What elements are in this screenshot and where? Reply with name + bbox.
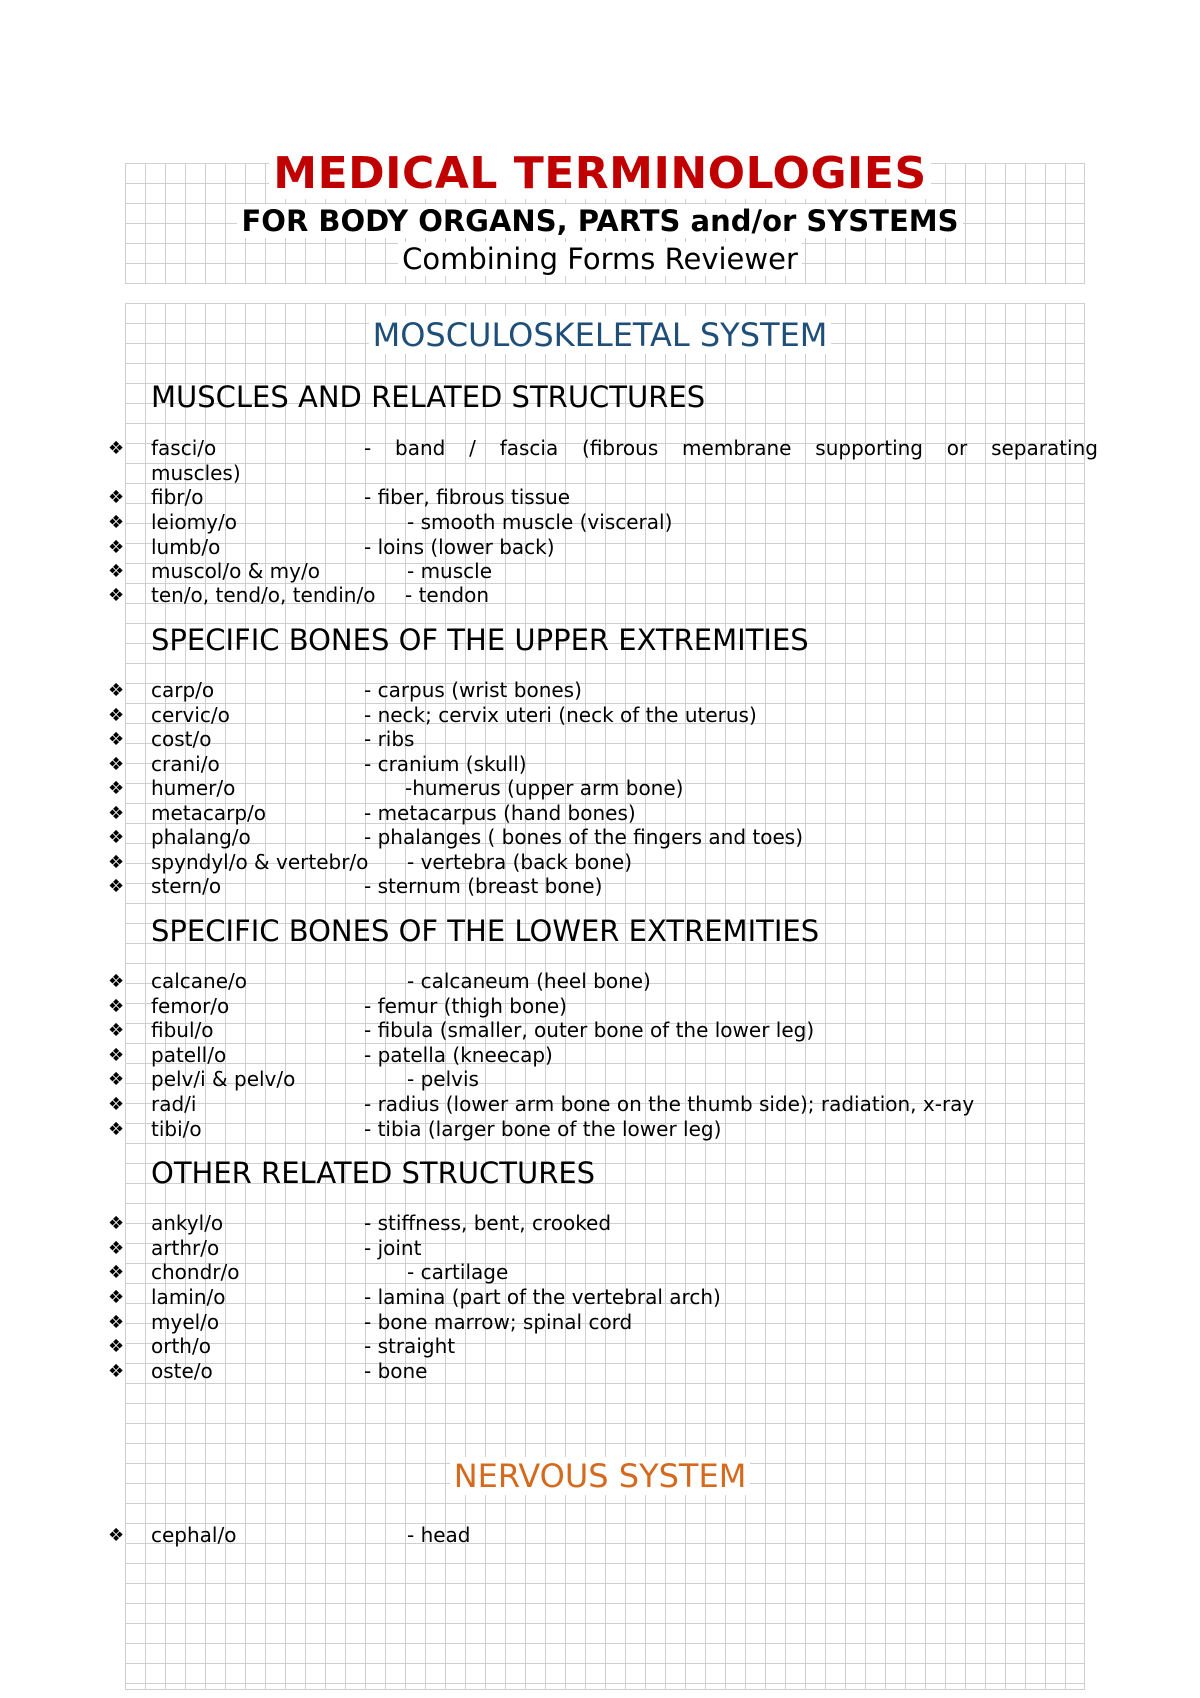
definition: - bone marrow; spinal cord bbox=[364, 1310, 633, 1334]
definition: - cranium (skull) bbox=[364, 752, 527, 776]
list-item bbox=[108, 1523, 1098, 1548]
term: cost/o bbox=[151, 727, 212, 751]
list-item bbox=[108, 1260, 1098, 1285]
diamond-bullet-icon: ❖ bbox=[108, 438, 125, 459]
term: pelv/i & pelv/o bbox=[151, 1067, 296, 1091]
diamond-bullet-icon: ❖ bbox=[108, 1336, 125, 1357]
diamond-bullet-icon: ❖ bbox=[108, 1213, 125, 1234]
section-heading-muscles: MUSCLES AND RELATED STRUCTURES bbox=[151, 380, 706, 414]
musculoskeletal-system-heading: MOSCULOSKELETAL SYSTEM bbox=[0, 314, 1200, 356]
term: orth/o bbox=[151, 1334, 211, 1358]
section-heading-other-structures: OTHER RELATED STRUCTURES bbox=[151, 1156, 596, 1190]
term: ankyl/o bbox=[151, 1211, 224, 1235]
list-item bbox=[108, 1236, 1098, 1261]
diamond-bullet-icon: ❖ bbox=[108, 803, 125, 824]
diamond-bullet-icon: ❖ bbox=[108, 778, 125, 799]
list-item bbox=[108, 559, 1098, 584]
list-item bbox=[108, 825, 1098, 850]
list-item bbox=[108, 776, 1098, 801]
term: patell/o bbox=[151, 1043, 227, 1067]
term: lamin/o bbox=[151, 1285, 226, 1309]
definition: - cartilage bbox=[407, 1260, 509, 1284]
term: spyndyl/o & vertebr/o bbox=[151, 850, 369, 874]
definition: - patella (kneecap) bbox=[364, 1043, 553, 1067]
term: metacarp/o bbox=[151, 801, 267, 825]
list-item bbox=[108, 752, 1098, 777]
diamond-bullet-icon: ❖ bbox=[108, 1069, 125, 1090]
list-item bbox=[108, 1359, 1098, 1384]
section-heading-upper-extremities: SPECIFIC BONES OF THE UPPER EXTREMITIES bbox=[151, 623, 809, 657]
term: phalang/o bbox=[151, 825, 251, 849]
list-item bbox=[108, 1310, 1098, 1335]
term: oste/o bbox=[151, 1359, 213, 1383]
definition: - loins (lower back) bbox=[364, 535, 555, 559]
term: leiomy/o bbox=[151, 510, 237, 534]
definition: - tendon bbox=[405, 583, 490, 607]
list-item bbox=[108, 485, 1098, 510]
term: calcane/o bbox=[151, 969, 248, 993]
term: fibul/o bbox=[151, 1018, 214, 1042]
list-item bbox=[108, 535, 1098, 560]
list-item bbox=[108, 436, 1098, 461]
definition: - carpus (wrist bones) bbox=[364, 678, 582, 702]
diamond-bullet-icon: ❖ bbox=[108, 1525, 125, 1546]
list-item bbox=[108, 1092, 1098, 1117]
term: cephal/o bbox=[151, 1523, 237, 1547]
diamond-bullet-icon: ❖ bbox=[108, 876, 125, 897]
diamond-bullet-icon: ❖ bbox=[108, 487, 125, 508]
definition: - fibula (smaller, outer bone of the lower leg) bbox=[364, 1018, 815, 1042]
definition: - vertebra (back bone) bbox=[407, 850, 633, 874]
list-item bbox=[108, 1211, 1098, 1236]
list-item bbox=[108, 583, 1098, 608]
term: carp/o bbox=[151, 678, 215, 702]
definition-continuation: muscles) bbox=[151, 461, 241, 485]
diamond-bullet-icon: ❖ bbox=[108, 561, 125, 582]
definition: - fiber, fibrous tissue bbox=[364, 485, 571, 509]
definition: - ribs bbox=[364, 727, 415, 751]
term: chondr/o bbox=[151, 1260, 240, 1284]
term: stern/o bbox=[151, 874, 222, 898]
definition: - muscle bbox=[407, 559, 493, 583]
diamond-bullet-icon: ❖ bbox=[108, 1238, 125, 1259]
list-item bbox=[108, 510, 1098, 535]
list-item bbox=[108, 1018, 1098, 1043]
list-item bbox=[108, 801, 1098, 826]
list-item bbox=[108, 874, 1098, 899]
term: arthr/o bbox=[151, 1236, 220, 1260]
definition: - neck; cervix uteri (neck of the uterus) bbox=[364, 703, 757, 727]
diamond-bullet-icon: ❖ bbox=[108, 1287, 125, 1308]
diamond-bullet-icon: ❖ bbox=[108, 1262, 125, 1283]
term: femor/o bbox=[151, 994, 230, 1018]
list-item bbox=[108, 703, 1098, 728]
list-item bbox=[108, 1067, 1098, 1092]
document-subtitle: FOR BODY ORGANS, PARTS and/or SYSTEMS bbox=[0, 201, 1200, 241]
term: myel/o bbox=[151, 1310, 220, 1334]
term: fibr/o bbox=[151, 485, 204, 509]
definition: - joint bbox=[364, 1236, 422, 1260]
list-item bbox=[108, 1285, 1098, 1310]
definition: - tibia (larger bone of the lower leg) bbox=[364, 1117, 722, 1141]
term: tibi/o bbox=[151, 1117, 202, 1141]
definition: - bone bbox=[364, 1359, 428, 1383]
diamond-bullet-icon: ❖ bbox=[108, 852, 125, 873]
list-item bbox=[108, 994, 1098, 1019]
diamond-bullet-icon: ❖ bbox=[108, 1045, 125, 1066]
definition: - band / fascia (fibrous membrane supporting or separating bbox=[364, 436, 1098, 460]
section-heading-lower-extremities: SPECIFIC BONES OF THE LOWER EXTREMITIES bbox=[151, 914, 820, 948]
diamond-bullet-icon: ❖ bbox=[108, 680, 125, 701]
diamond-bullet-icon: ❖ bbox=[108, 512, 125, 533]
diamond-bullet-icon: ❖ bbox=[108, 1312, 125, 1333]
list-item bbox=[108, 678, 1098, 703]
list-item bbox=[108, 850, 1098, 875]
diamond-bullet-icon: ❖ bbox=[108, 1020, 125, 1041]
definition: - lamina (part of the vertebral arch) bbox=[364, 1285, 721, 1309]
definition: - femur (thigh bone) bbox=[364, 994, 567, 1018]
diamond-bullet-icon: ❖ bbox=[108, 585, 125, 606]
definition: - phalanges ( bones of the fingers and toes) bbox=[364, 825, 803, 849]
list-item bbox=[108, 969, 1098, 994]
nervous-system-heading: NERVOUS SYSTEM bbox=[0, 1455, 1200, 1497]
term: ten/o, tend/o, tendin/o bbox=[151, 583, 376, 607]
term: fasci/o bbox=[151, 436, 217, 460]
term: muscol/o & my/o bbox=[151, 559, 320, 583]
list-item bbox=[108, 1117, 1098, 1142]
definition: - stiffness, bent, crooked bbox=[364, 1211, 612, 1235]
definition: - straight bbox=[364, 1334, 456, 1358]
diamond-bullet-icon: ❖ bbox=[108, 996, 125, 1017]
diamond-bullet-icon: ❖ bbox=[108, 537, 125, 558]
definition: - head bbox=[407, 1523, 471, 1547]
term: rad/i bbox=[151, 1092, 197, 1116]
diamond-bullet-icon: ❖ bbox=[108, 1361, 125, 1382]
term: crani/o bbox=[151, 752, 220, 776]
term: cervic/o bbox=[151, 703, 230, 727]
diamond-bullet-icon: ❖ bbox=[108, 971, 125, 992]
diamond-bullet-icon: ❖ bbox=[108, 729, 125, 750]
definition: - sternum (breast bone) bbox=[364, 874, 603, 898]
diamond-bullet-icon: ❖ bbox=[108, 754, 125, 775]
definition: - pelvis bbox=[407, 1067, 479, 1091]
definition: - metacarpus (hand bones) bbox=[364, 801, 636, 825]
list-item bbox=[108, 1334, 1098, 1359]
term: humer/o bbox=[151, 776, 236, 800]
definition: - smooth muscle (visceral) bbox=[407, 510, 673, 534]
term: lumb/o bbox=[151, 535, 221, 559]
diamond-bullet-icon: ❖ bbox=[108, 705, 125, 726]
definition: - calcaneum (heel bone) bbox=[407, 969, 651, 993]
document-reviewer-label: Combining Forms Reviewer bbox=[0, 240, 1200, 278]
diamond-bullet-icon: ❖ bbox=[108, 1119, 125, 1140]
diamond-bullet-icon: ❖ bbox=[108, 827, 125, 848]
list-item bbox=[108, 727, 1098, 752]
diamond-bullet-icon: ❖ bbox=[108, 1094, 125, 1115]
list-item bbox=[108, 1043, 1098, 1068]
definition: -humerus (upper arm bone) bbox=[405, 776, 684, 800]
definition: - radius (lower arm bone on the thumb side); radiation, x-ray bbox=[364, 1092, 975, 1116]
document-title: MEDICAL TERMINOLOGIES bbox=[0, 144, 1200, 204]
